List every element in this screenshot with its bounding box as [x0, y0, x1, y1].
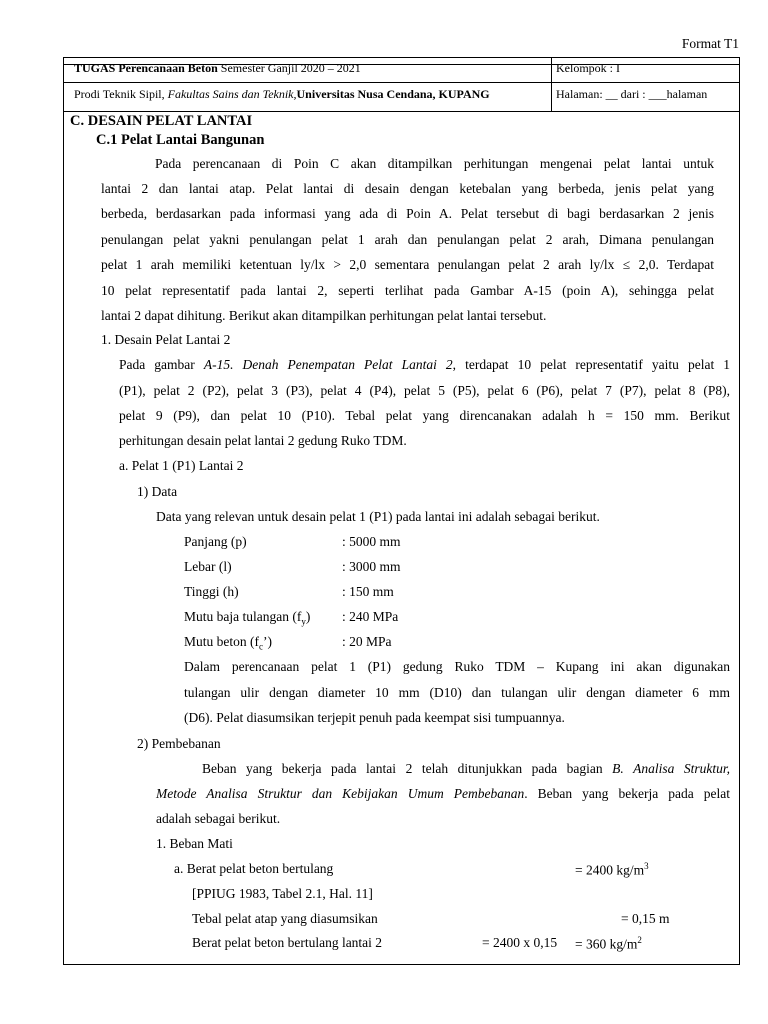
data-label-tinggi: Tinggi (h)	[184, 584, 239, 599]
beban-mati-title: 1. Beban Mati	[156, 836, 233, 851]
data-value-tinggi: : 150 mm	[342, 584, 394, 599]
data-label-fy: Mutu baja tulangan $(f_y)$	[184, 609, 311, 627]
data-label-lebar: Lebar (l)	[184, 559, 232, 574]
data-label-fc: Mutu beton $(f_c’)$	[184, 634, 272, 652]
tebal-value: = 0,15 m	[621, 911, 670, 926]
pembebanan-line: adalah sebagai berikut.	[156, 811, 281, 826]
header-halaman: Halaman: __ dari : ___halaman	[556, 87, 708, 101]
data-intro: Data yang relevan untuk desain pelat 1 (P1) pada lantai ini adalah sebagai berikut.	[156, 509, 600, 524]
data-value-fy: : 240 MPa	[342, 609, 399, 624]
beban-a-value: = 2400 $kg/m^3$	[575, 861, 649, 878]
intro-line: 10 pelat representatif pada lantai 2, seperti terlihat pada Gambar A-15 (poin A), sehingga pelat	[101, 283, 714, 298]
header-column-divider	[551, 57, 552, 111]
berat-calc: = 2400 x 0,15	[482, 935, 558, 950]
data-value-panjang: : 5000 mm	[342, 534, 401, 549]
intro-line: lantai 2 dan lantai atap. Pelat lantai di desain dengan ketebalan yang berbeda, jenis pelat yang	[101, 181, 714, 196]
data-para-line: tulangan ulir dengan diameter 10 mm (D10) dan tulangan ulir dengan diameter 6 mm	[184, 685, 730, 700]
berat-value: = 360 $kg/m^2$	[575, 935, 642, 952]
ppiug-reference: [PPIUG 1983, Tabel 2.1, Hal. 11]	[192, 886, 373, 901]
tebal-label: Tebal pelat atap yang diasumsikan	[192, 911, 378, 926]
data-value-lebar: : 3000 mm	[342, 559, 401, 574]
item1-line: pelat 9 (P9), dan pelat 10 (P10). Tebal pelat yang direncanakan adalah h = 150 mm. Berikut	[119, 408, 730, 423]
header-kelompok: Kelompok : I	[556, 61, 620, 75]
subsection-title: C.1 Pelat Lantai Bangunan	[96, 132, 265, 148]
pembebanan-line: Metode Analisa Struktur dan Kebijakan Umum Pembebanan. Beban yang bekerja pada pelat	[156, 786, 731, 801]
item1-line: (P1), pelat 2 (P2), pelat 3 (P3), pelat 4 (P4), pelat 5 (P5), pelat 6 (P6), pelat 7 (P7), pelat 8 (P8),	[119, 383, 730, 398]
item1-line: Pada gambar A-15. Denah Penempatan Pelat Lantai 2, terdapat 10 pelat representatif yaitu pelat 1	[119, 357, 730, 372]
section-title: C. DESAIN PELAT LANTAI	[70, 113, 253, 129]
header-institution: Prodi Teknik Sipil, Fakultas Sains dan Teknik,Universitas Nusa Cendana, KUPANG	[74, 87, 490, 101]
header-divider-3	[63, 111, 740, 112]
intro-line: pelat 1 arah memiliki ketentuan ly/lx > 2,0 sementara penulangan pelat 2 arah ly/lx ≤ 2,0. Terdapat	[101, 257, 714, 272]
data-title: 1) Data	[137, 484, 178, 499]
data-para-line: (D6). Pelat diasumsikan terjepit penuh pada keempat sisi tumpuannya.	[184, 710, 565, 725]
format-label: Format T1	[681, 36, 739, 51]
data-para-line: Dalam perencanaan pelat 1 (P1) gedung Ruko TDM – Kupang ini akan digunakan	[184, 659, 730, 674]
pembebanan-line: Beban yang bekerja pada lantai 2 telah ditunjukkan pada bagian B. Analisa Struktur,	[202, 761, 730, 776]
intro-line: penulangan pelat yakni penulangan pelat 1 arah dan penulangan pelat 2 arah, Dimana penulangan	[101, 232, 714, 247]
intro-line: lantai 2 dapat dihitung. Berikut akan ditampilkan perhitungan pelat lantai tersebut.	[101, 308, 547, 323]
header-course: TUGAS Perencanaan Beton Semester Ganjil 2020 – 2021	[74, 61, 361, 75]
intro-line: berbeda, berdasarkan pada informasi yang ada di Poin A. Pelat tersebut di bagi berdasarkan 2 jenis	[101, 206, 714, 221]
data-label-panjang: Panjang (p)	[184, 534, 247, 549]
intro-line: Pada perencanaan di Poin C akan ditampilkan perhitungan mengenai pelat lantai untuk	[155, 156, 714, 171]
pembebanan-title: 2) Pembebanan	[137, 736, 221, 751]
berat-label: Berat pelat beton bertulang lantai 2	[192, 935, 383, 950]
beban-a-label: a. Berat pelat beton bertulang	[174, 861, 334, 876]
data-value-fc: : 20 MPa	[342, 634, 392, 649]
header-divider-2	[63, 82, 740, 83]
sub-a-title: a. Pelat 1 (P1) Lantai 2	[119, 458, 244, 473]
item1-line: perhitungan desain pelat lantai 2 gedung Ruko TDM.	[119, 433, 407, 448]
item1-title: 1. Desain Pelat Lantai 2	[101, 332, 231, 347]
